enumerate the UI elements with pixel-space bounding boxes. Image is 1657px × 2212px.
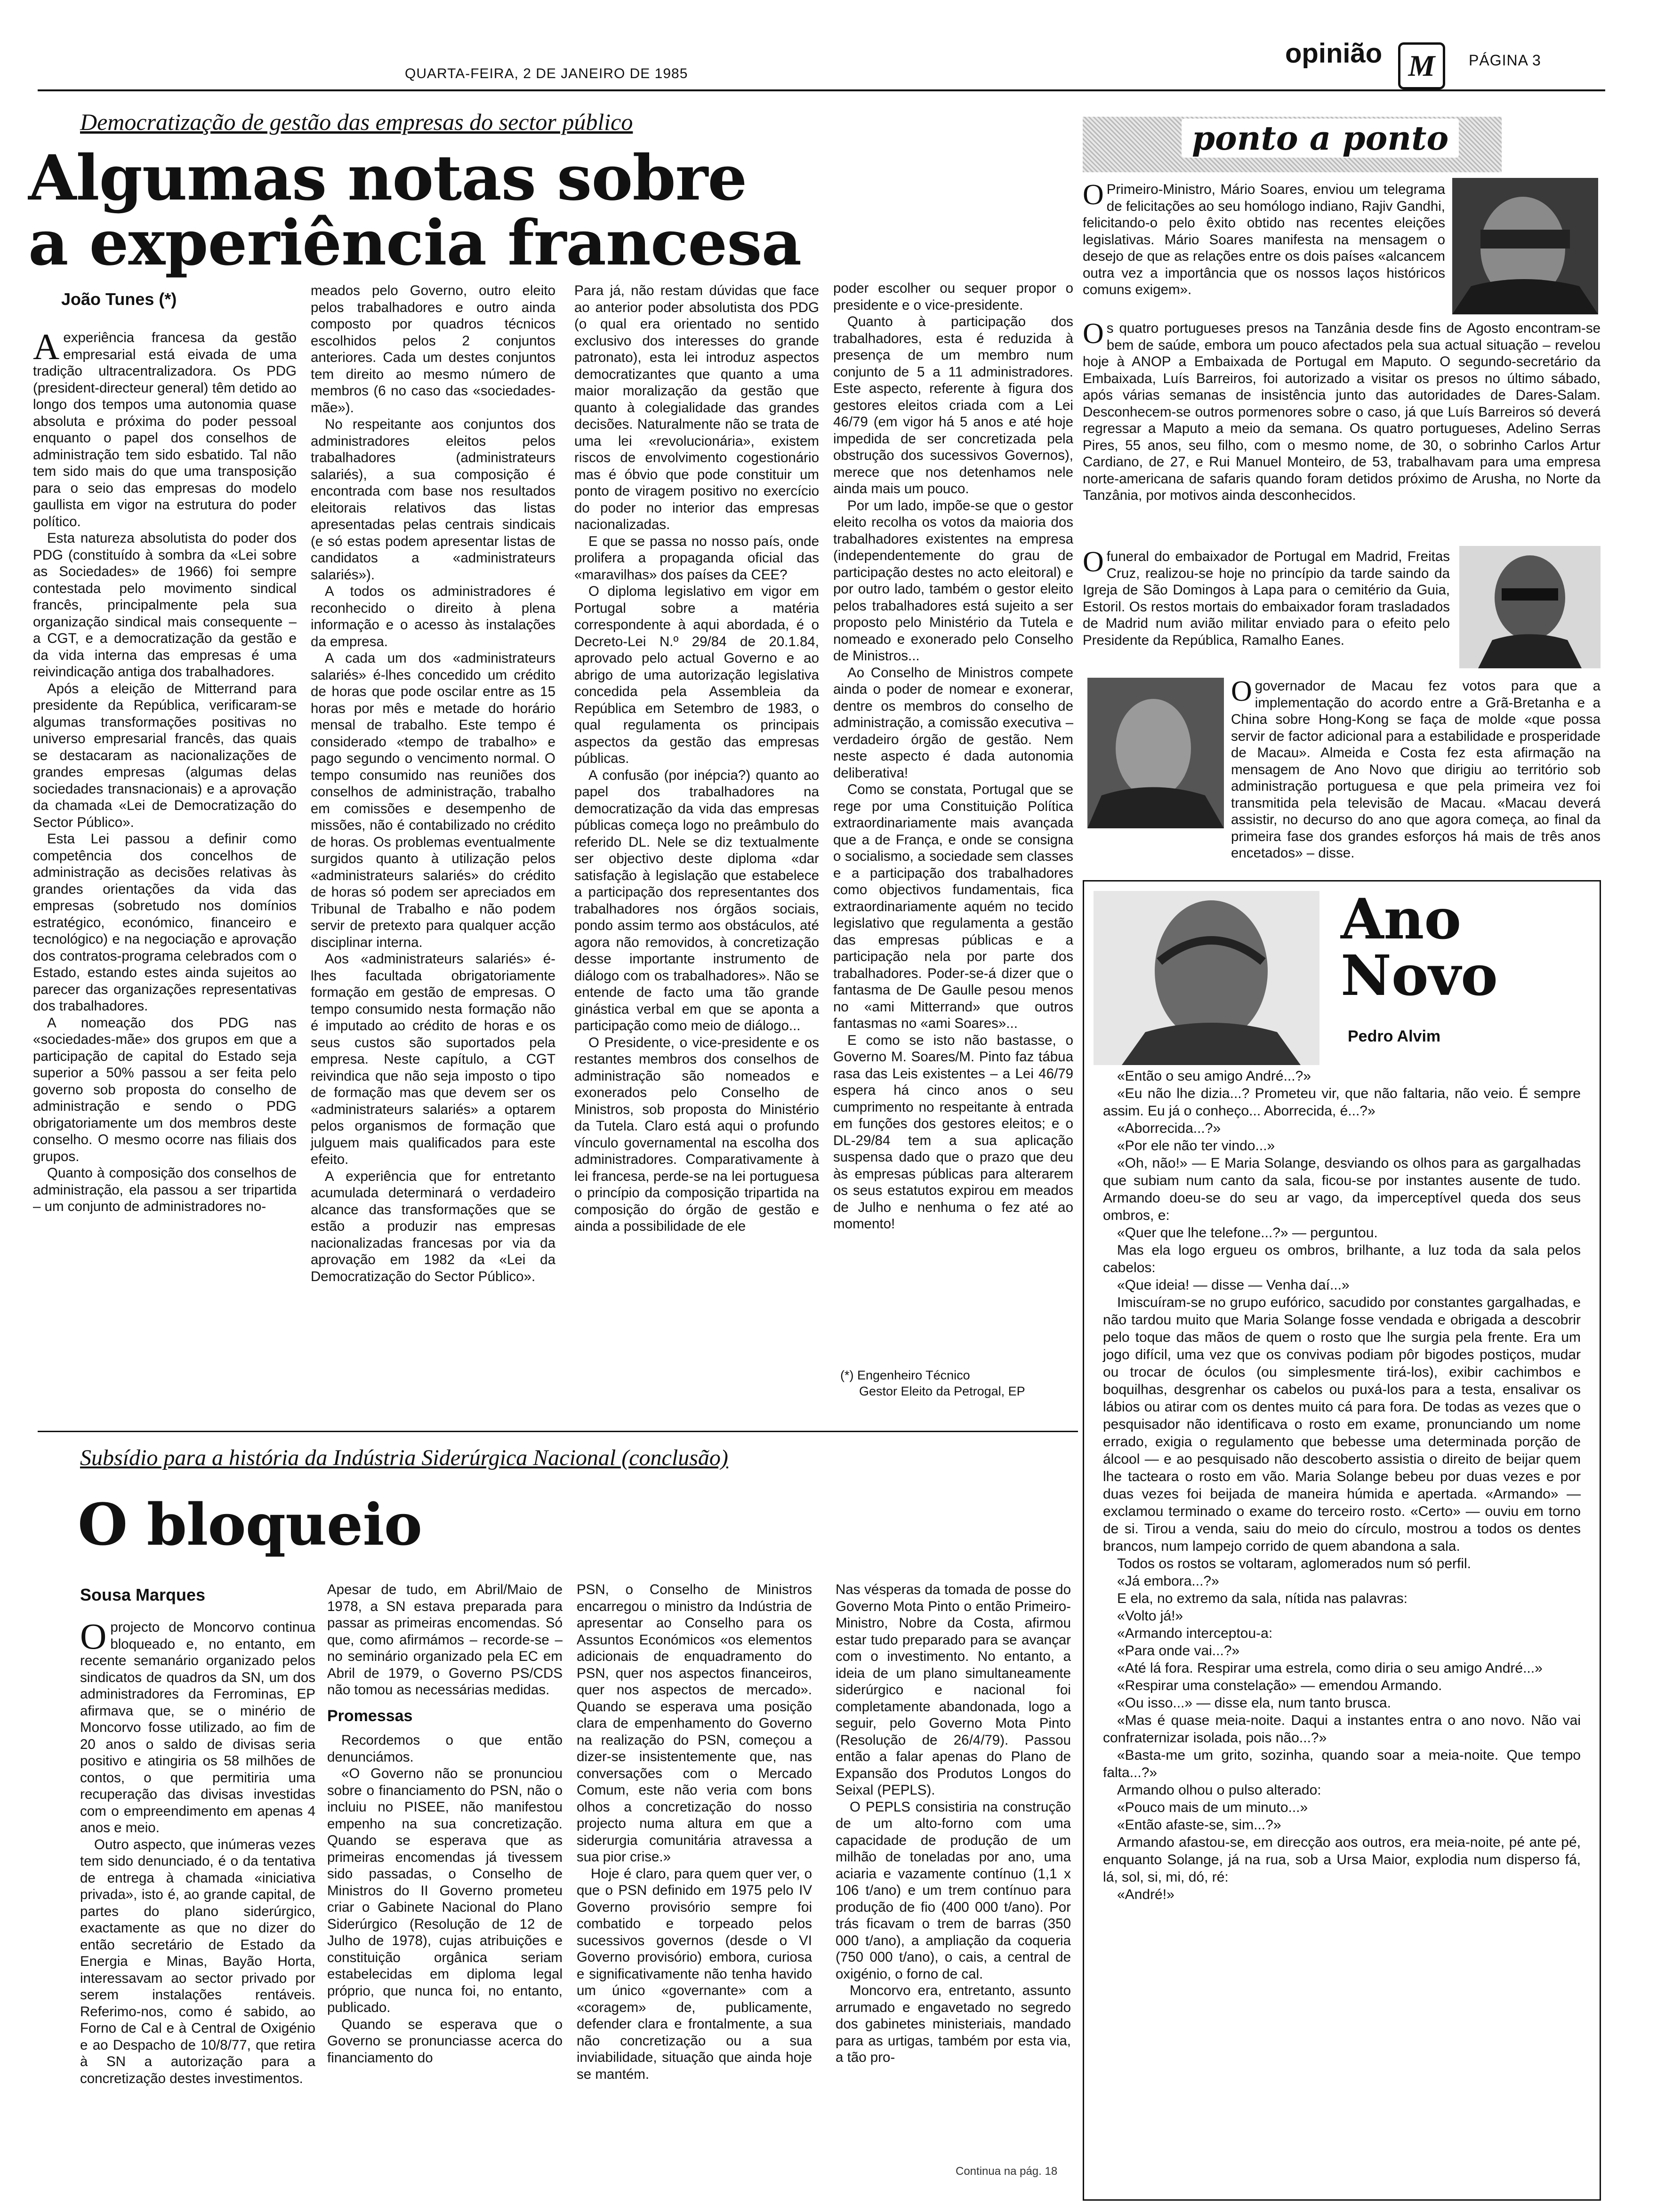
article1-footnote: (*) Engenheiro Técnico Gestor Eleito da Petrogal, EP	[840, 1368, 1025, 1398]
paragraph: «Que ideia! — disse — Venha daí...»	[1117, 1277, 1350, 1293]
paragraph: Quando se esperava que o Governo se pronunciasse acerca do financiamento do	[327, 2016, 563, 2066]
paragraph: «Então afaste-se, sim...?»	[1117, 1817, 1281, 1833]
paragraph: Moncorvo era, entretanto, assunto arrumado e engavetado no segredo dos gabinetes ministeriais, mandado para as urtigas, também por esta via, a tão pro-	[836, 1983, 1071, 2065]
article1-column-1	[33, 326, 297, 1412]
paragraph: Quanto à composição dos conselhos de administração, ela passou a ser tripartida – um conjunto de administradores no-	[33, 1165, 297, 1214]
paragraph: E ela, no extremo da sala, nítida nas palavras:	[1117, 1591, 1408, 1606]
paragraph: Por um lado, impõe-se que o gestor eleito recolha os votos da maioria dos trabalhadores existentes na empresa (independentemente do grau de participação destes no acto eleitoral) e por outro lado, também o gestor eleito pelos trabalhadores está sujeito a ser proposto pelo Ministério da Tutela e nomeado e exonerado pelo Conselho de Ministros...	[833, 497, 1073, 664]
brief-soares: O Primeiro-Ministro, Mário Soares, enviou um telegrama de felicitações ao seu homólogo indiano, Rajiv Gandhi, felicitando-o pelo êxito obtido nas recentes eleições legislativas. Mário Soares manifesta na mensagem o desejo de que as relações entre os dois países «alcancem outra vez a importância que os nossos laços históricos comuns exigem».	[1083, 179, 1445, 297]
paragraph: «Eu não lhe dizia...? Prometeu vir, que não faltaria, não veio. É sempre assim. Eu já o conheço... Aborrecida, é...?»	[1103, 1086, 1581, 1119]
drop-cap: A	[33, 326, 60, 367]
paragraph: A todos os administradores é reconhecido o direito à plena informação e o acesso às instalações da empresa.	[311, 584, 555, 649]
header-rule	[38, 89, 1605, 91]
ano-novo-title: Ano Novo	[1341, 886, 1498, 1008]
paragraph: «Já embora...?»	[1117, 1573, 1219, 1589]
drop-cap: O	[1083, 318, 1104, 350]
drop-cap: O	[1083, 179, 1104, 211]
paragraph: «Oh, não!» — E Maria Solange, desviando os olhos para as gargalhadas que subiam num canto da sala, ficou-se por instantes ausente de tudo. Armando doeu-se do seu ar vago, da imperceptível queda dos seus ombros, e:	[1103, 1155, 1581, 1223]
paragraph: A experiência francesa da gestão empresarial está eivada de uma tradição ultracentralizadora. Os PDG (president-directeur general) têm detido ao longo dos tempos uma autonomia quase absoluta e próxima do poder pessoal enquanto o papel dos conselhos de administração tem sido esbatido. Tal não tem sido mais do que uma transposição para o seio das empresas do modelo gaullista em vigor na estrutura do poder político.	[33, 326, 297, 529]
paragraph: Mas ela logo ergueu os ombros, brilhante, a luz toda da sala pelos cabelos:	[1103, 1242, 1581, 1275]
article1-headline: Algumas notas sobre a experiência francesa	[28, 142, 802, 280]
drop-cap: O	[80, 1616, 107, 1657]
paragraph: Hoje é claro, para quem quer ver, o que o PSN definido em 1975 pelo IV Governo provisório sempre foi combatido e torpeado pelos sucessivos governos (desde o VI Governo provisório) embora, curiosa e significativamente não tenha havido um único «governante» com a «coragem» de, publicamente, defender clara e frontalmente, a sua não concretização ou a sua inviabilidade, situação que ainda hoje se mantém.	[577, 1866, 812, 2082]
article2-column-1	[80, 1616, 315, 2174]
paragraph: O Presidente, o vice-presidente e os restantes membros dos conselhos de administração são nomeados e exonerados pelo Conselho de Ministros, sob proposta do Ministério da Tutela. Claro está aqui o profundo vínculo governamental na escolha dos administradores. Comparativamente à lei francesa, perde-se na lei portuguesa o princípio da composição tripartida na composição do órgão de gestão e ainda a possibilidade de ele	[574, 1034, 819, 1234]
issue-date: QUARTA-FEIRA, 2 DE JANEIRO DE 1985	[405, 66, 688, 81]
article1-column-2	[311, 282, 555, 1417]
paragraph: Como se constata, Portugal que se rege por uma Constituição Política extraordinariamente mais avançada que a de França, e onde se consigna o socialismo, a sociedade sem classes e a participação dos trabalhadores como objectivos fundamentais, fica extraordinariamente aquém no tecido legislativo que regulamenta a gestão das empresas públicas e a participação nela por parte dos trabalhadores. Poder-se-á dizer que o fantasma de De Gaulle pesou menos no «ami Mitterrand» que outros fantasmas no «ami Soares»...	[833, 782, 1073, 1031]
paragraph: O projecto de Moncorvo continua bloqueado e, no entanto, em recente semanário organizado pelos sindicatos de quadros da SN, um dos administradores da Ferrominas, EP afirmava que, se o minério de Moncorvo fosse utilizado, ao fim de 20 anos o saldo de divisas seria positivo e atingiria os 58 milhões de contos, o que permitiria uma recuperação das divisas investidas com o empreendimento em apenas 4 anos e meio.	[80, 1616, 315, 1835]
paragraph: «André!»	[1117, 1887, 1174, 1902]
paragraph: Aos «administrateurs salariés» é-lhes facultada obrigatoriamente formação em gestão de empresas. O tempo consumido nesta formação não é imputado ao crédito de horas e os seus custos são suportados pela empresa. Neste capítulo, a CGT reivindica que não seja imposto o tipo de formação mas que devem ser os «administrateurs salariés» a optarem pelos organismos de formação que julguem mais qualificados para este efeito.	[311, 951, 555, 1167]
paragraph: «Então o seu amigo André...?»	[1117, 1068, 1311, 1084]
brief-macau: O governador de Macau fez votos para que a implementação do acordo entre a Grã-Bretanha e a China sobre Hong-Kong se faça de molde «que possa servir de factor adicional para a estabilidade e prosperidade de Macau». Almeida e Costa fez esta afirmação na mensagem de Ano Novo que dirigiu ao território sob administração portuguesa e que pela primeira vez foi transmitida pela televisão de Macau. «Macau deverá assistir, no decurso do ano que agora começa, ao final da primeira fase dos grandes esforços há mais de três anos encetados» – disse.	[1231, 675, 1601, 861]
paragraph: «Por ele não ter vindo...»	[1117, 1138, 1275, 1154]
paragraph: Esta natureza absolutista do poder dos PDG (constituído à sombra da «Lei sobre as Sociedades» de 1966) foi sempre contestada pelo movimento sindical francês, principalmente pela sua organização sindical mais consequente – a CGT, e a democratização da gestão e da vida interna das empresas é uma reivindicação antiga dos trabalhadores.	[33, 530, 297, 680]
paragraph: Armando olhou o pulso alterado:	[1117, 1782, 1321, 1798]
paragraph: No respeitante aos conjuntos dos administradores eleitos pelos trabalhadores (administrateurs salariés), a sua composição é encontrada com base nos resultados eleitorais relativos das listas apresentadas pelas centrais sindicais (e só estas podem apresentar listas de candidatos a «administrateurs salariés»).	[311, 417, 555, 583]
page-number: PÁGINA 3	[1469, 52, 1541, 69]
paragraph: A cada um dos «administrateurs salariés» é-lhes concedido um crédito de horas que pode oscilar entre as 15 horas por mês e metade do horário mensal de trabalho. Este tempo é considerado «tempo de trabalho» e pago segundo o vencimento normal. O tempo consumido nas reuniões dos conselhos de administração, trabalho em comissões e desempenho de missões, não é contabilizado no crédito de horas. Os problemas eventualmente surgidos quanto à utilização pelos «administrateurs salariés» do crédito de horas só podem ser apreciados em Tribunal de Trabalho e não podem servir de pretexto para qualquer acção disciplinar interna.	[311, 650, 555, 950]
paragraph: poder escolher ou sequer propor o presidente e o vice-presidente.	[833, 281, 1073, 313]
article-separator	[38, 1431, 1078, 1432]
ano-novo-text	[1103, 1067, 1581, 2188]
paragraph: «Respirar uma constelação» — emendou Armando.	[1117, 1678, 1442, 1693]
article2-column-2	[327, 1581, 563, 2179]
paragraph: PSN, o Conselho de Ministros encarregou o ministro da Indústria de apresentar ao Conselho para os Assuntos Económicos «os elementos adicionais de enquadramento do PSN, quer nos aspectos financeiros, quer nos aspectos de mercado». Quando se esperava uma posição clara de empenhamento do Governo na realização do PSN, começou a dizer-se insistentemente que, nas conversações com o Mercado Comum, este não veria com bons olhos a concretização do nosso projecto numa altura em que a siderurgia comunitária atravessa a sua pior crise.»	[577, 1582, 812, 1865]
photo-pedro-alvim	[1094, 891, 1319, 1065]
paragraph: A nomeação dos PDG nas «sociedades-mãe» dos grupos em que a participação de capital do Estado seja superior a 50% passou a ser feita pelo governo sob proposta do conselho de administração e sendo o PDG obrigatoriamente um dos membros deste conselho. O mesmo ocorre nas filiais dos grupos.	[33, 1015, 297, 1164]
paragraph: Após a eleição de Mitterrand para presidente da República, verificaram-se algumas transformações positivas no universo empresarial francês, das quais se destacaram as nacionalizações de grandes empresas (algumas delas sociedades transnacionais) e a aprovação da chamada «Lei de Democratização do Sector Público».	[33, 681, 297, 830]
article1-byline: João Tunes (*)	[61, 289, 177, 309]
paragraph: «Volto já!»	[1117, 1608, 1183, 1624]
paragraph: «Armando interceptou-a:	[1117, 1626, 1273, 1641]
paragraph: meados pelo Governo, outro eleito pelos trabalhadores e outro ainda composto por quadros técnicos escolhidos pelos 2 conjuntos anteriores. Cada um destes conjuntos tem direito ao mesmo número de membros (6 no caso das «sociedades-mãe»).	[311, 283, 555, 416]
paragraph: «Para onde vai...?»	[1117, 1643, 1240, 1659]
brief-funeral: O funeral do embaixador de Portugal em Madrid, Freitas Cruz, realizou-se hoje no princípio da tarde saindo da Igreja de São Domingos à Lapa para o cemitério da Guia, Estoril. Os restos mortais do embaixador foram trasladados de Madrid num avião militar enviado para o efeito pelo Presidente da República, Ramalho Eanes.	[1083, 546, 1450, 648]
paragraph: Armando afastou-se, em direcção aos outros, era meia-noite, pé ante pé, enquanto Solange, já na rua, sob a Ursa Maior, explodia num disperso fá, lá, sol, si, mi, dó, ré:	[1103, 1835, 1581, 1885]
article2-headline: O bloqueio	[78, 1491, 422, 1558]
paragraph: Esta Lei passou a definir como competência dos concelhos de administração as decisões relativas às grandes orientações da vida das empresas (sobretudo nos domínios estratégico, económico, financeiro e tecnológico) e na negociação e aprovação dos contratos-programa celebrados com o Estado, estando estes ainda sujeitos ao parecer das organizações representativas dos trabalhadores.	[33, 831, 297, 1014]
paragraph: Quanto à participação dos trabalhadores, esta é reduzida à presença de um membro num conjunto de 5 a 11 administradores. Este aspecto, referente à figura dos gestores eleitos criada com a Lei 46/79 (em vigor há 5 anos e até hoje impedida de ser concretizada pela obstrução dos sucessivos Governos), merece que nos detenhamos nele ainda mais um pouco.	[833, 314, 1073, 497]
newspaper-logo: M	[1398, 42, 1445, 89]
paragraph: «Ou isso...» — disse ela, num tanto brusca.	[1117, 1695, 1391, 1711]
drop-cap: O	[1231, 675, 1252, 707]
paragraph: «O Governo não se pronunciou sobre o financiamento do PSN, não o incluiu no PISEE, não manifestou empenho na sua concretização. Quando se esperava que as primeiras encomendas já tivessem sido passadas, o Conselho de Ministros do II Governo prometeu criar o Gabinete Nacional do Plano Siderúrgico (Resolução de 12 de Julho de 1978), cujas atribuições e constituição orgânica seriam estabelecidas em diploma legal próprio, que nunca foi, no entanto, publicado.	[327, 1766, 563, 2015]
article1-kicker: Democratização de gestão das empresas do sector público	[80, 109, 633, 135]
photo-mario-soares	[1452, 178, 1598, 314]
subheading-promessas: Promessas	[327, 1707, 413, 1725]
section-title: opinião	[1285, 38, 1383, 69]
ano-novo-author: Pedro Alvim	[1348, 1027, 1441, 1045]
article1-column-4	[833, 280, 1073, 1358]
paragraph: O PEPLS consistiria na construção de um alto-forno com uma capacidade de produção de um milhão de toneladas por ano, uma aciaria e vazamente contínuo (1,1 x 106 t/ano) e um trem contínuo para produção de fio (400 000 t/ano). Por trás ficavam o trem de barras (350 000 t/ano), a ampliação da coqueria (750 000 t/ano), o cais, a central de oxigénio, o forno de cal.	[836, 1799, 1071, 1982]
photo-governor-macau	[1087, 678, 1224, 828]
paragraph: A confusão (por inépcia?) quanto ao papel dos trabalhadores na democratização da vida das empresas públicas começa logo no preâmbulo do referido DL. Nele se diz textualmente ser objectivo deste diploma «dar satisfação à legislação que estabelece a participação dos representantes dos trabalhadores nos órgãos sociais, pondo assim termo aos obstáculos, até agora não removidos, à concretização desse importante instrumento de diálogo com os trabalhadores». Não se entende de facto uma tão grande ginástica verbal em que se aponta a participação como meio de diálogo...	[574, 767, 819, 1034]
photo-freitas-cruz	[1459, 546, 1601, 668]
paragraph: Recordemos o que então denunciámos.	[327, 1732, 563, 1765]
paragraph: A experiência que for entretanto acumulada determinará o verdadeiro alcance das transformações que se estão a produzir nas empresas nacionalizadas francesas por via da aprovação em 1982 da «Lei da Democratização do Sector Público».	[311, 1168, 555, 1284]
article2-column-4	[836, 1581, 1071, 2160]
paragraph: «Mas é quase meia-noite. Daqui a instantes entra o ano novo. Não vai confraternizar isolada, pois não...?»	[1103, 1713, 1581, 1746]
paragraph: Para já, não restam dúvidas que face ao anterior poder absolutista dos PDG (o qual era orientado no sentido exclusivo dos interesses do grande patronato), esta lei introduz aspectos democratizantes que quanto a uma maior moralização da gestão que quanto à colegialidade das grandes decisões. Naturalmente não se trata de uma lei «revolucionária», existem riscos de envolvimento cogestionário mas é óbvio que pode constituir um ponto de viragem positivo no exercício do poder no interior das empresas nacionalizadas.	[574, 283, 819, 532]
article2-byline: Sousa Marques	[80, 1585, 206, 1604]
paragraph: «Basta-me um grito, sozinha, quando soar a meia-noite. Que tempo falta...?»	[1103, 1747, 1581, 1780]
drop-cap: O	[1083, 546, 1104, 578]
paragraph: E como se isto não bastasse, o Governo M. Soares/M. Pinto faz tábua rasa das Leis existentes – a Lei 46/79 espera há cinco anos o seu cumprimento no respeitante à entrada em funções dos gestores eleitos; e o DL-29/84 tem a sua aplicação suspensa dado que o prazo que deu às empresas públicas para alterarem os seus estatutos expirou em meados de Julho e nenhuma o fez até ao momento!	[833, 1032, 1073, 1232]
ponto-a-ponto-title: ponto a ponto	[1182, 119, 1459, 158]
paragraph: «Até lá fora. Respirar uma estrela, como diria o seu amigo André...»	[1117, 1660, 1543, 1676]
ano-novo-box	[1083, 880, 1601, 2201]
paragraph: «Aborrecida...?»	[1117, 1121, 1221, 1136]
paragraph: «Quer que lhe telefone...?» — perguntou.	[1117, 1225, 1378, 1241]
paragraph: «Pouco mais de um minuto...»	[1117, 1800, 1308, 1815]
paragraph: Ao Conselho de Ministros compete ainda o poder de nomear e exonerar, dentre os membros do conselho de administração, a comissão executiva – verdadeiro órgão de gestão. Nem neste aspecto é dada autonomia deliberativa!	[833, 665, 1073, 781]
paragraph: E que se passa no nosso país, onde prolifera a propaganda oficial das «maravilhas» dos países da CEE?	[574, 533, 819, 583]
brief-tanzania: Os quatro portugueses presos na Tanzânia desde fins de Agosto encontram-se bem de saúde, embora um pouco afectados pela sua actual situação – revelou hoje à ANOP a Embaixada de Portugal em Maputo. O segundo-secretário da Embaixada, Luís Barreiros, foi autorizado a visitar os presos no último sábado, após várias semanas de insistência junto das autoridades de Dares-Salam. Desconhecem-se outros pormenores sobre o caso, já que Luís Barreiros só deverá regressar a Maputo a meio da semana. Os quatro portugueses, Adelino Serras Pires, 55 anos, seu filho, com o mesmo nome, de 30, o sobrinho Carlos Artur Cardiano, de 27, e Rui Manuel Monteiro, de 53, trabalhavam para uma empresa norte-americana de safaris quando foram detidos próximo de Arusha, no Norte da Tanzânia, por motivos ainda desconhecidos.	[1083, 318, 1601, 503]
paragraph: O diploma legislativo em vigor em Portugal sobre a matéria correspondente à aqui abordada, é o Decreto-Lei N.º 29/84 de 20.1.84, aprovado pelo actual Governo e ao abrigo de uma autorização legislativa concedida pela Assembleia da República em Setembro de 1983, o qual regulamenta os principais aspectos da gestão das empresas públicas.	[574, 584, 819, 766]
continuation-note: Continua na pág. 18	[956, 2165, 1058, 2178]
paragraph: Apesar de tudo, em Abril/Maio de 1978, a SN estava preparada para passar as primeiras encomendas. Só que, como afirmámos – recorde-se – no seminário organizado pela EC em Abril de 1979, o Governo PS/CDS não tomou as necessárias medidas.	[327, 1582, 563, 1698]
paragraph: Nas vésperas da tomada de posse do Governo Mota Pinto o então Primeiro-Ministro, Nobre da Costa, afirmou estar tudo preparado para se avançar com o investimento. No entanto, a ideia de um plano simultaneamente siderúrgico e nacional foi completamente abandonada, logo a seguir, pelo Governo Mota Pinto (Resolução de 26/4/79). Passou então a falar apenas do Plano de Expansão dos Produtos Longos do Seixal (PEPLS).	[836, 1582, 1071, 1798]
article2-column-3	[577, 1581, 812, 2179]
paragraph: Todos os rostos se voltaram, aglomerados num só perfil.	[1117, 1556, 1472, 1571]
paragraph: Outro aspecto, que inúmeras vezes tem sido denunciado, é o da tentativa de entrega à chamada «iniciativa privada», isto é, ao grande capital, de partes do plano siderúrgico, exactamente as que no dizer do então secretário de Estado da Energia e Minas, Bayão Horta, interessavam ao sector privado por serem instalações rentáveis. Referimo-nos, como é sabido, ao Forno de Cal e à Central de Oxigénio e ao Despacho de 10/8/77, que retira à SN a autorização para a concretização destes investimentos.	[80, 1836, 315, 2086]
article1-column-3	[574, 282, 819, 1417]
paragraph: Imiscuíram-se no grupo eufórico, sacudido por constantes gargalhadas, e não tardou muito que Maria Solange fosse vendada e obrigada a descobrir pelo toque das mãos de quem o rosto que lhe surgia pela frente. Era um jogo difícil, uma vez que os convivas podiam pôr bigodes postiços, mudar ou trocar de óculos (ou simplesmente tirá-los), exibir cachimbos e boquilhas, desgrenhar os cabelos ou puxá-los para a testa, ensalivar os lábios ou atirar com os dentes muito cá para fora. De todas as vezes que o pesquisador não identificava o rosto em exame, pronunciando um nome errado, exigia o regulamento que bebesse uma determinada porção de álcool — e ao pesquisado não descoberto assistia o direito de beijar quem lhe tacteara o rosto em vão. Maria Solange bebeu por duas vezes e por duas vezes foi beijada de maneira húmida e apertada. «Armando» — exclamou terminado o exame do terceiro rosto. «Certo» — ouviu em torno de si. Tirou a venda, saiu do meio do círculo, mostrou a todos os dentes brancos, num lampejo corrido de quem abandona a sala.	[1103, 1295, 1581, 1554]
article2-kicker: Subsídio para a história da Indústria Siderúrgica Nacional (conclusão)	[80, 1445, 728, 1470]
